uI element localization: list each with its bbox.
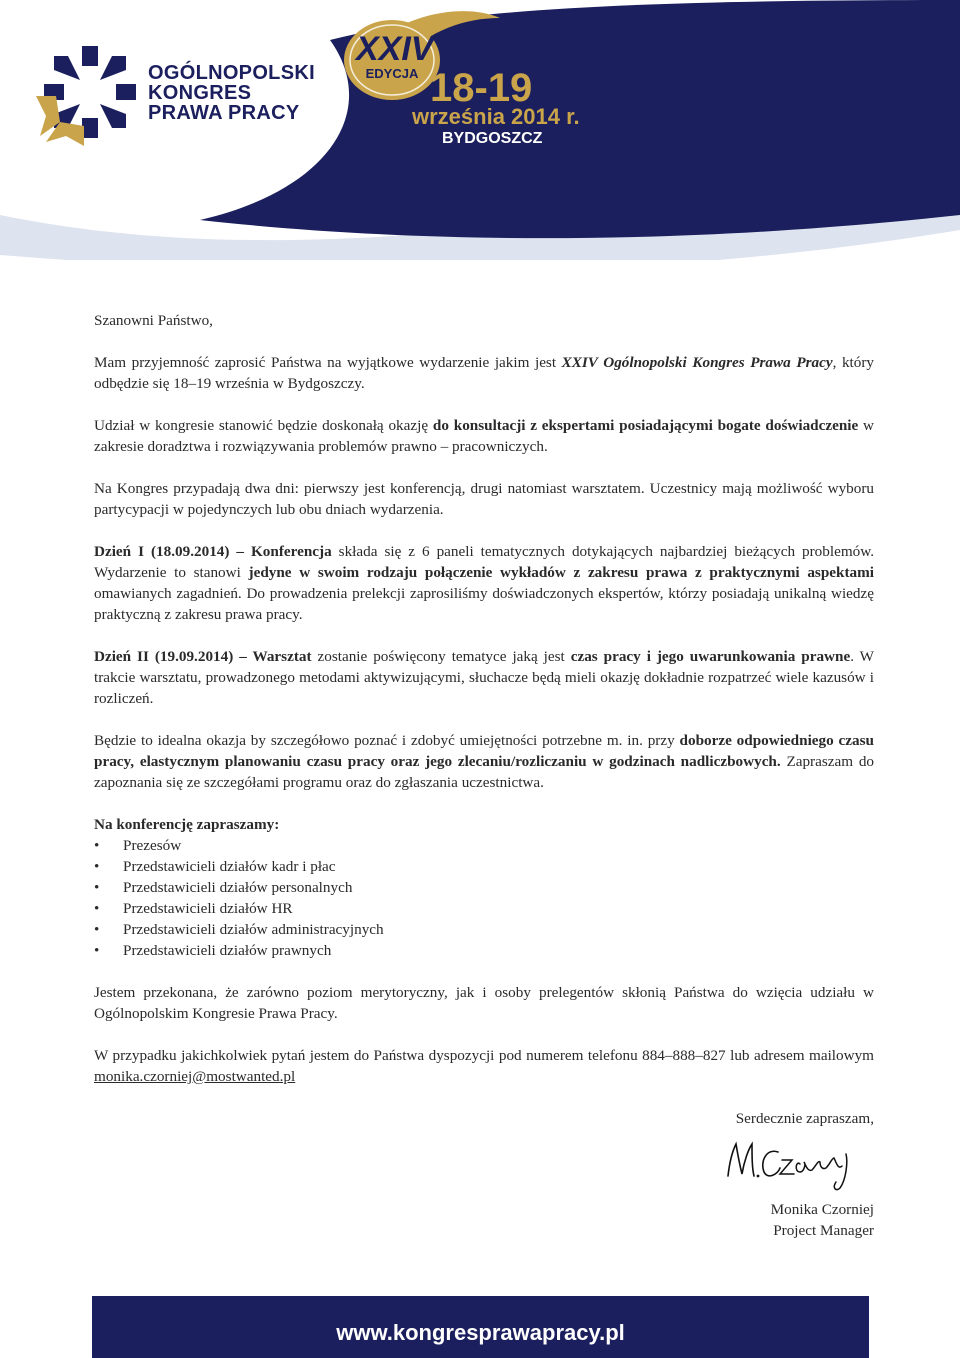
invite-heading-text: Na konferencję zapraszamy: xyxy=(94,816,280,833)
text: w zakresie doradztwa i rozwiązywania problemów prawno – pracowniczych. xyxy=(94,417,875,455)
emphasis: czas pracy i jego uwarunkowania prawne xyxy=(570,648,851,665)
footer-url[interactable]: www.kongresprawapracy.pl xyxy=(336,1320,625,1345)
event-name: XXIV Ogólnopolski Kongres Prawa Pracy xyxy=(561,354,833,371)
event-month-year: września 2014 r. xyxy=(412,104,580,129)
list-item: • Przedstawicieli działów prawnych xyxy=(94,940,874,961)
event-dates: 18-19 xyxy=(430,66,533,110)
emphasis: jedyne w swoim rodzaju połączenie wykładów z zakresu prawa z praktycznymi aspektami xyxy=(248,564,874,581)
edition-word: EDYCJA xyxy=(365,66,419,81)
text: Będzie to idealna okazja by szczegółowo poznać i zdobyć umiejętności potrzebne m. in. przy xyxy=(94,732,680,749)
closing-line: Serdecznie zapraszam, xyxy=(735,1110,874,1127)
header-navy-band xyxy=(200,0,960,238)
paragraph-day-one xyxy=(94,541,874,625)
footer-bar xyxy=(92,1296,869,1358)
list-item: • Przedstawicieli działów administracyjnych xyxy=(94,919,874,940)
paragraph-contact xyxy=(94,1045,874,1087)
logo-line-2: KONGRES xyxy=(148,82,252,104)
paragraph-opportunity xyxy=(94,730,874,793)
paragraph-two-days: Na Kongres przypadają dwa dni: pierwszy jest konferencją, drugi natomiast warsztatem. Uczestnicy mają możliwość wyboru partycypacji w pojedynczych lub obu dniach wydarzenia. xyxy=(94,480,874,518)
event-city: BYDGOSZCZ xyxy=(442,130,543,147)
logo-line-1: OGÓLNOPOLSKI xyxy=(148,62,315,84)
list-item: • Prezesów xyxy=(94,835,874,856)
signer-role: Project Manager xyxy=(773,1222,874,1239)
list-item: • Przedstawicieli działów kadr i płac xyxy=(94,856,874,877)
paragraph-invitation xyxy=(94,352,874,394)
email-link[interactable]: monika.czorniej@mostwanted.pl xyxy=(94,1068,296,1085)
text: Udział w kongresie stanowić będzie doskonałą okazję xyxy=(94,417,433,434)
invite-heading xyxy=(94,814,874,835)
logo-line-3: PRAWA PRACY xyxy=(148,102,300,124)
text: składa się z 6 paneli tematycznych dotykających najbardziej bieżących problemów. Wydarzenie to stanowi xyxy=(94,543,875,581)
text: Mam przyjemność zaprosić Państwa na wyjątkowe wydarzenie jakim jest xyxy=(94,354,562,371)
text: , który odbędzie się 18–19 września w Bydgoszczy. xyxy=(94,354,875,392)
greeting: Szanowni Państwo, xyxy=(94,312,213,329)
text: . W trakcie warsztatu, prowadzonego metodami aktywizującymi, słuchacze będą mieli okazję dokładnie rozpatrzeć wiele kazusów i rozliczeń. xyxy=(94,648,875,707)
paragraph-participation xyxy=(94,415,874,457)
emphasis: do konsultacji z ekspertami posiadającymi bogate doświadczenie xyxy=(432,417,859,434)
day-two-heading: Dzień II (19.09.2014) – Warsztat xyxy=(94,648,312,665)
list-item: • Przedstawicieli działów HR xyxy=(94,898,874,919)
text: zostanie poświęcony tematyce jaką jest xyxy=(311,648,571,665)
list-item: • Przedstawicieli działów personalnych xyxy=(94,877,874,898)
handwritten-signature xyxy=(722,1136,862,1194)
paragraph-conviction: Jestem przekonana, że zarówno poziom merytoryczny, jak i osoby prelegentów skłonią Państwa do wzięcia udziału w Ogólnopolskim Kongresie Prawa Pracy. xyxy=(94,984,874,1022)
day-one-heading: Dzień I (18.09.2014) – Konferencja xyxy=(94,543,332,560)
star-logo-icon xyxy=(36,46,136,146)
text: omawianych zagadnień. Do prowadzenia prelekcji zaprosiliśmy doświadczonych ekspertów, którzy posiadają unikalną wiedzę praktyczną z zakresu prawa pracy. xyxy=(94,585,874,623)
letter-body xyxy=(94,310,874,1087)
text: Zapraszam do zapoznania się ze szczegółami programu oraz do zgłaszania uczestnictwa. xyxy=(94,753,875,791)
invitee-list xyxy=(94,835,874,961)
text: W przypadku jakichkolwiek pytań jestem do Państwa dyspozycji pod numerem telefonu 884–888–827 lub adresem mailowym xyxy=(94,1047,874,1064)
signer-name: Monika Czorniej xyxy=(770,1201,874,1218)
edition-number: XXIV xyxy=(356,30,434,68)
paragraph-day-two xyxy=(94,646,874,709)
emphasis: doborze odpowiedniego czasu pracy, elastycznym planowaniu czasu pracy oraz jego zlecaniu/rozliczaniu w godzinach nadliczbowych. xyxy=(94,732,874,770)
